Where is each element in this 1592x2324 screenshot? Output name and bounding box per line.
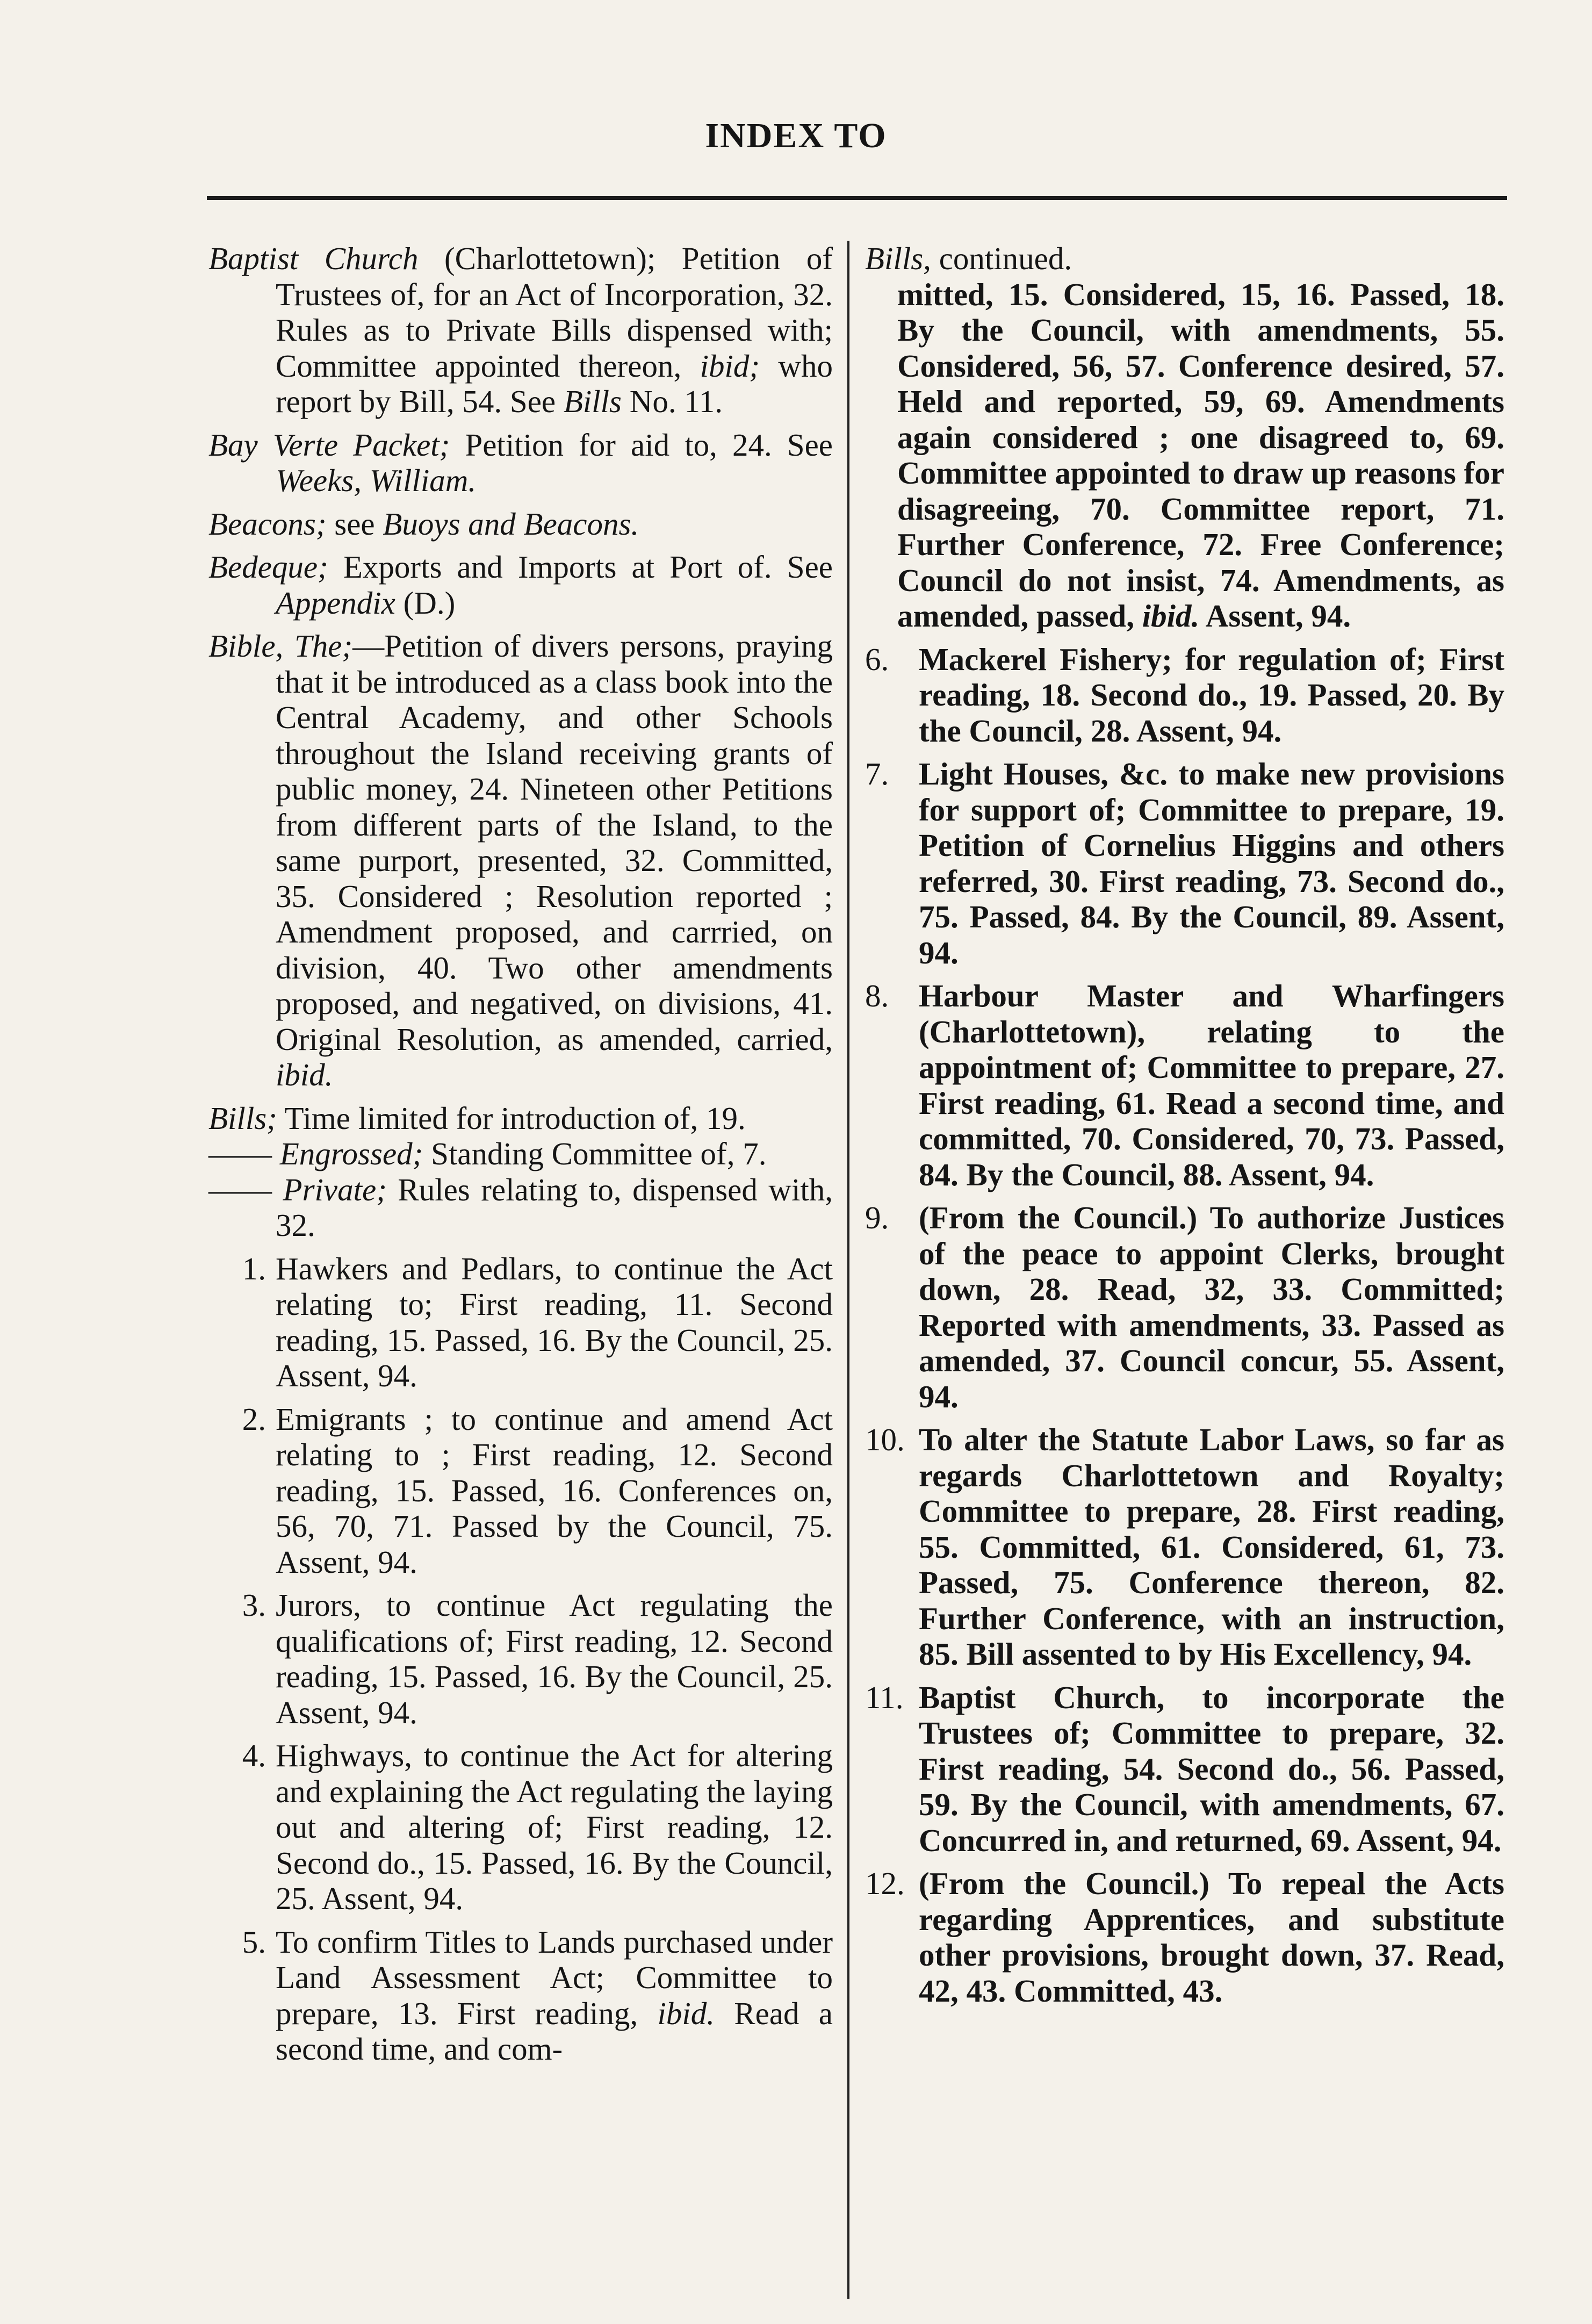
continued-text: mitted, 15. Considered, 15, 16. Passed, 18. By the Council, with amendments, 55. Considered, 56, 57. Conference desired, 57. Held and reported, 59, 69. Amendments again considered ; one disagreed to, 69. Committee appointed to draw up reasons for disagreeing, 70. Committee report, 71. Further Conference, 72. Free Conference; Council do not insist, 74. Amendments, as amended, passed, ibid. Assent, 94. <box>897 276 1504 634</box>
column-divider <box>847 241 849 2299</box>
bill-entry <box>865 978 1504 1192</box>
bill-text: Highways, to continue the Act for altering and explaining the Act regulating the laying out and altering of; First reading, 12. Second do., 15. Passed, 16. By the Council, 25. Assent, 94. <box>276 1738 833 1916</box>
right-column <box>865 241 1504 2016</box>
bill-text: Jurors, to continue Act regulating the qualifications of; First reading, 12. Second reading, 15. Passed, 16. By the Council, 25. Assent, 94. <box>276 1587 833 1730</box>
bill-text: (From the Council.) To repeal the Acts regarding Apprentices, and substitute other provisions, brought down, 37. Read, 42, 43. Committed, 43. <box>919 1866 1504 2009</box>
bill-entry <box>865 642 1504 749</box>
bill-number: 2. <box>242 1401 266 1437</box>
index-entry: Bedeque; Exports and Imports at Port of. See Appendix (D.) <box>208 549 833 621</box>
bill-text: Harbour Master and Wharfingers (Charlottetown), relating to the appointment of; Committee to prepare, 27. First reading, 61. Read a second time, and committed, 70. Considered, 70, 73. Passed, 84. By the Council, 88. Assent, 94. <box>919 978 1504 1192</box>
bill-number: 10. <box>865 1422 905 1457</box>
bill-text: Mackerel Fishery; for regulation of; First reading, 18. Second do., 19. Passed, 20. By the Council, 28. Assent, 94. <box>919 641 1504 749</box>
left-column <box>208 241 833 2075</box>
bill-entry <box>208 1924 833 2067</box>
bill-number: 3. <box>242 1587 266 1623</box>
bill-text: Light Houses, &c. to make new provisions for support of; Committee to prepare, 19. Petition of Cornelius Higgins and others referred, 30. First reading, 73. Second do., 75. Passed, 84. By the Council, 89. Assent, 94. <box>919 756 1504 970</box>
bill-text: (From the Council.) To authorize Justices of the peace to appoint Clerks, brought down, 28. Read, 32, 33. Committed; Reported with amendments, 33. Passed as amended, 37. Council concur, 55. Assent, 94. <box>919 1200 1504 1414</box>
bill-entry <box>865 1680 1504 1859</box>
index-entry: Baptist Church (Charlottetown); Petition of Trustees of, for an Act of Incorporation, 32. Rules as to Private Bills dispensed with; Committee appointed thereon, ibid; who report by Bill, 54. See Bills No. 11. <box>208 241 833 419</box>
bills-subentry: —— Engrossed; Standing Committee of, 7. <box>208 1136 767 1171</box>
bill-entry <box>865 1866 1504 2009</box>
bill-number: 5. <box>242 1924 266 1960</box>
bill-number: 1. <box>242 1250 266 1286</box>
bill-number: 8. <box>865 978 889 1013</box>
bill-text: Hawkers and Pedlars, to continue the Act relating to; First reading, 11. Second reading, 15. Passed, 16. By the Council, 25. Assent, 94. <box>276 1250 833 1393</box>
entry-heading: Bay Verte Packet; <box>208 427 450 463</box>
bills-heading-entry: Bills; Time limited for introduction of, 19. <box>208 1100 746 1136</box>
entry-heading: Beacons; <box>208 506 327 542</box>
bill-entry <box>208 1401 833 1580</box>
bill-number: 4. <box>242 1738 266 1773</box>
bill-text: To alter the Statute Labor Laws, so far as regards Charlottetown and Royalty; Committee to prepare, 28. First reading, 55. Committed, 61. Considered, 61, 73. Passed, 75. Conference thereon, 82. Further Conference, with an instruction, 85. Bill assented to by His Excellency, 94. <box>919 1422 1504 1672</box>
index-entry: Bible, The;—Petition of divers persons, praying that it be introduced as a class book into the Central Academy, and other Schools throughout the Island receiving grants of public money, 24. Nineteen other Petitions from different parts of the Island, to the same purport, presented, 32. Committed, 35. Considered ; Resolution reported ; Amendment proposed, and carrried, on division, 40. Two other amendments proposed, and negatived, on divisions, 41. Original Resolution, as amended, carried, ibid. <box>208 628 833 1092</box>
bill-entry <box>865 756 1504 970</box>
entry-heading: Bedeque; <box>208 549 328 585</box>
bill-number: 6. <box>865 641 889 677</box>
bill-entry <box>208 1738 833 1917</box>
bill-text: Emigrants ; to continue and amend Act relating to ; First reading, 12. Second reading, 15. Passed, 16. Conferences on, 56, 70, 71. Passed by the Council, 75. Assent, 94. <box>276 1401 833 1580</box>
bill-entry <box>865 1422 1504 1672</box>
entry-heading: Bible, The; <box>208 628 353 664</box>
bill-entry <box>208 1587 833 1730</box>
bills-subentry: —— Private; Rules relating to, dispensed with, 32. <box>208 1171 833 1243</box>
header-rule <box>207 196 1507 200</box>
bill-text: Baptist Church, to incorporate the Trustees of; Committee to prepare, 32. First reading, 54. Second do., 56. Passed, 59. By the Council, with amendments, 67. Concurred in, and returned, 69. Assent, 94. <box>919 1679 1504 1858</box>
page-title: INDEX TO <box>705 116 887 155</box>
entry-heading: Baptist Church <box>208 241 419 276</box>
index-entry: Bay Verte Packet; Petition for aid to, 24. See Weeks, William. <box>208 427 833 498</box>
bill-entry <box>208 1251 833 1394</box>
bill-number: 12. <box>865 1866 905 1901</box>
bill-number: 11. <box>865 1679 904 1715</box>
entry-heading: Bills; <box>208 1100 277 1136</box>
bill-number: 7. <box>865 756 889 792</box>
bill-number: 9. <box>865 1200 889 1235</box>
bill-entry <box>865 1200 1504 1414</box>
bill-text: To confirm Titles to Lands purchased under Land Assessment Act; Committee to prepare, 13. First reading, ibid. Read a second time, and com- <box>276 1924 833 2067</box>
continued-heading: Bills, continued. <box>865 241 1072 276</box>
index-entry: Beacons; see Buoys and Beacons. <box>208 506 639 542</box>
